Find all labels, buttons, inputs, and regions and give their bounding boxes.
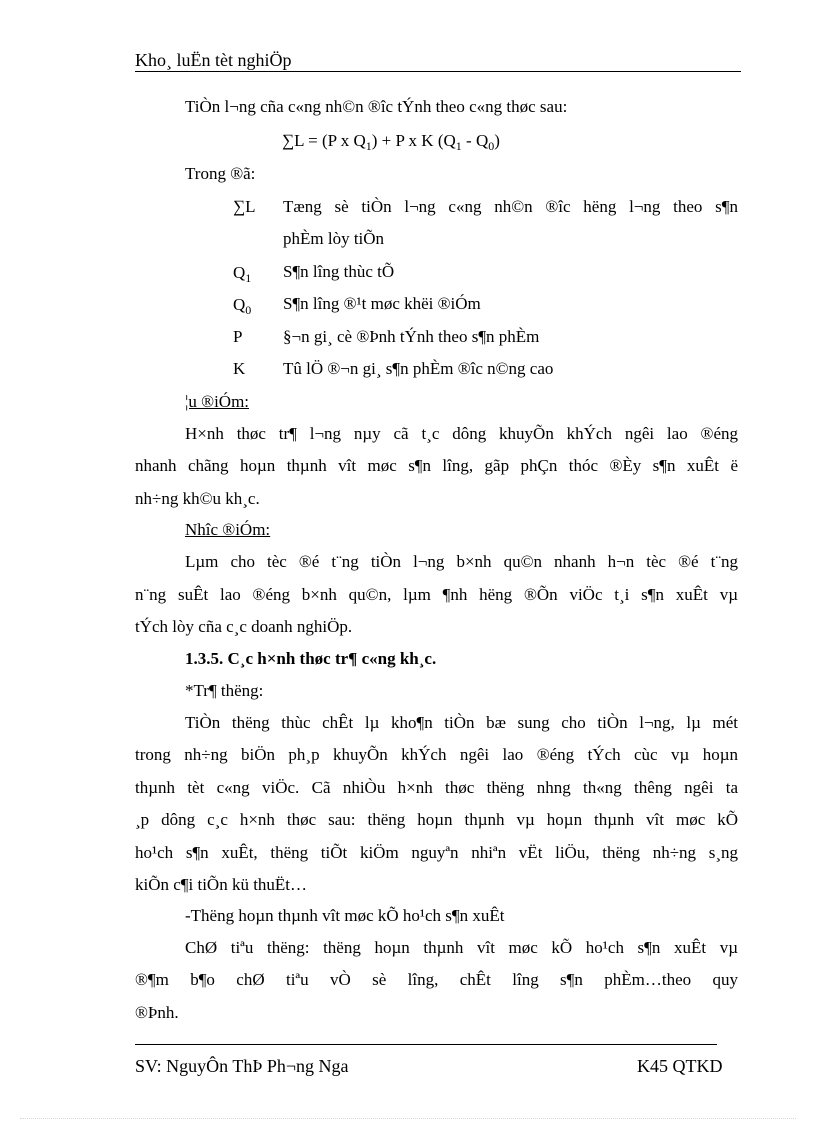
subsection-label: *Tr¶ thëng: <box>185 681 264 700</box>
formula-part: ) <box>494 131 500 150</box>
def-symbol: K <box>233 359 246 378</box>
paragraph-line: Lµm cho tèc ®é t¨ng tiÒn l¬ng b×nh qu©n nhanh h¬n tèc ®é t¨ng <box>185 552 738 571</box>
def-symbol-subscript: 1 <box>245 271 252 285</box>
paragraph-line: H×nh thøc tr¶ l¬ng nµy cã t¸c dông khuyÕn khÝch ngêi lao ®éng <box>185 424 738 443</box>
def-desc-cont: phÈm lòy tiÕn <box>283 229 385 248</box>
formula-subscript: 1 <box>365 139 372 153</box>
def-symbol-letter: Q <box>233 263 246 282</box>
formula-subscript: 1 <box>455 139 462 153</box>
disadvantages-heading: Nhîc ®iÓm: <box>185 520 271 539</box>
formula <box>282 131 500 154</box>
footer-class: K45 QTKD <box>637 1056 723 1076</box>
paragraph-line: ChØ tiªu thëng: thëng hoµn thµnh vît møc kÕ ho¹ch s¶n xuÊt vµ <box>185 938 738 957</box>
section-title: 1.3.5. C¸c h×nh thøc tr¶ c«ng kh¸c. <box>185 649 437 668</box>
advantages-heading: ¦u ®iÓm: <box>185 392 250 411</box>
bonus-item: -Thëng hoµn thµnh vît møc kÕ ho¹ch s¶n xuÊt <box>185 906 505 925</box>
formula-subscript: 0 <box>488 139 495 153</box>
footer-rule <box>135 1044 717 1045</box>
page-header-title: Kho¸ luËn tèt nghiÖp <box>135 50 292 70</box>
def-symbol: P <box>233 327 243 346</box>
paragraph-line: kiÕn c¶i tiÕn kü thuËt… <box>135 875 308 894</box>
footer-student: SV: NguyÔn ThÞ Ph¬ng Nga <box>135 1056 349 1076</box>
trong-do-label: Trong ®ã: <box>185 164 256 183</box>
def-symbol-subscript: 0 <box>245 303 252 317</box>
def-symbol-letter: Q <box>233 295 246 314</box>
paragraph-line: n¨ng suÊt lao ®éng b×nh qu©n, lµm ¶nh hëng ®Õn viÖc t¸i s¶n xuÊt vµ <box>135 585 738 604</box>
intro-text: TiÒn l¬ng cña c«ng nh©n ®îc tÝnh theo c«ng thøc sau: <box>185 97 568 116</box>
paragraph-line: TiÒn thëng thùc chÊt lµ kho¶n tiÒn bæ sung cho tiÒn l¬ng, lµ mét <box>185 713 738 732</box>
paragraph-line: ®¶m b¶o chØ tiªu vÒ sè lîng, chÊt lîng s¶n phÈm…theo quy <box>135 970 738 989</box>
def-desc: Tæng sè tiÒn l¬ng c«ng nh©n ®îc hëng l¬ng theo s¶n <box>283 197 738 216</box>
paragraph-line: trong nh÷ng biÖn ph¸p khuyÕn khÝch ngêi lao ®éng tÝch cùc vµ hoµn <box>135 745 738 764</box>
def-symbol <box>233 295 251 318</box>
def-symbol: ∑L <box>233 197 256 216</box>
paragraph-line: nh÷ng kh©u kh¸c. <box>135 489 260 508</box>
formula-part: ∑L = (P x Q <box>282 131 366 150</box>
header-rule <box>135 71 741 72</box>
page-bottom-border <box>20 1118 796 1119</box>
def-desc: S¶n lîng ®¹t møc khëi ®iÓm <box>283 294 481 313</box>
paragraph-line: nhanh chãng hoµn thµnh vît møc s¶n lîng, gãp phÇn thóc ®Èy s¶n xuÊt ë <box>135 456 738 475</box>
paragraph-line: ho¹ch s¶n xuÊt, thëng tiÕt kiÖm nguyªn nhiªn vËt liÖu, thëng nh÷ng s¸ng <box>135 843 738 862</box>
def-desc: §¬n gi¸ cè ®Þnh tÝnh theo s¶n phÈm <box>283 327 540 346</box>
paragraph-line: ®Þnh. <box>135 1003 179 1022</box>
paragraph-line: ¸p dông c¸c h×nh thøc sau: thëng hoµn thµnh vµ hoµn thµnh vît møc kÕ <box>135 810 738 829</box>
formula-part: ) + P x K (Q <box>371 131 456 150</box>
def-desc: S¶n lîng thùc tÕ <box>283 262 395 281</box>
def-symbol <box>233 263 251 286</box>
formula-part: - Q <box>461 131 489 150</box>
paragraph-line: thµnh tèt c«ng viÖc. Cã nhiÒu h×nh thøc thëng nhng th«ng thêng ngêi ta <box>135 778 738 797</box>
paragraph-line: tÝch lòy cña c¸c doanh nghiÖp. <box>135 617 353 636</box>
def-desc: Tû lÖ ®¬n gi¸ s¶n phÈm ®îc n©ng cao <box>283 359 554 378</box>
